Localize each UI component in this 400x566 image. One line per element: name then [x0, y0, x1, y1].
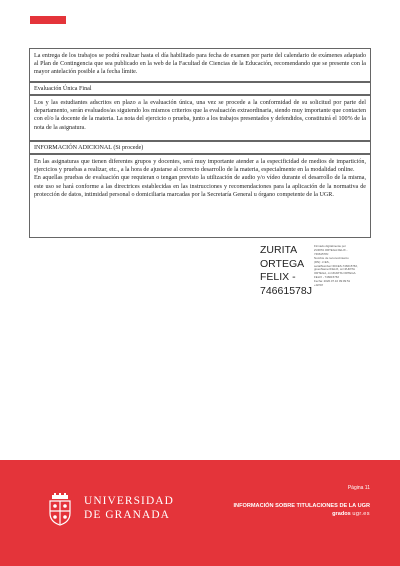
stamp-line: (DN): c=ES, — [314, 260, 330, 264]
stamp-line: Firmado digitalmente por — [314, 245, 346, 248]
stamp-line: serialNumber=IDCES-74661578J, — [314, 264, 358, 268]
additional-info-box — [29, 154, 371, 238]
signer-name — [260, 244, 312, 298]
university-name-line-2: DE GRANADA — [84, 509, 170, 521]
delivery-paragraph-box — [29, 48, 371, 82]
delivery-paragraph: La entrega de los trabajos se podrá realizar hasta el día habilitado para fecha de examen por parte del calendario de exámenes adaptado al Plan de Contingencia que sea publicado en la web de la Facultad de Ciencias de la Educación, recomendando que se presente con la mayor antelación posible a la fecha límite. — [34, 53, 366, 76]
single-evaluation-text: Los y las estudiantes adscritos en plazo a la evaluación única, una vez se procede a la conformidad de su solicitud por parte del departamento, serán evaluados/as siguiendo los mismos criterios que la evaluación extraordinaria, siendo muy importante que contacten con el/o la docente de la materia. La nota del ejercicio o prueba, junto a los trabajos presentados y defendidos, constituirá el 100% de la nota de la asignatura. — [34, 100, 366, 131]
digital-signature — [260, 244, 372, 300]
page-number: Página 11 — [347, 485, 370, 491]
stamp-line: ORTEGA, cn=ZURITA ORTEGA — [314, 272, 356, 276]
stamp-line: 74661578J — [314, 252, 329, 256]
grados-text: grados — [332, 511, 351, 517]
signature-stamp — [314, 245, 372, 288]
signer-name-line: ORTEGA — [260, 257, 305, 270]
stamp-line: givenName=FELIX, sn=ZURITA — [314, 268, 355, 272]
single-evaluation-box — [29, 95, 371, 141]
university-name-line-1: UNIVERSIDAD — [84, 495, 174, 507]
stamp-line: ZURITA ORTEGA FELIX - — [314, 248, 348, 252]
top-accent-bar — [30, 16, 66, 24]
single-evaluation-header — [29, 82, 371, 95]
additional-info-header — [29, 141, 371, 154]
stamp-line: FELIX - 74661578J — [314, 276, 339, 280]
university-name — [84, 494, 174, 522]
additional-info-text — [30, 155, 370, 201]
signer-name-line: 74661578J — [260, 284, 312, 297]
additional-info-paragraph-1: En las asignaturas que tienen diferentes grupos y docentes, será muy importante atender a la especificidad de medios de impartición, ejercicios y pruebas a realizar, etc., a la hora de ajustarse al correcto desarrollo de la materia, especialmente en la modalidad online. — [34, 159, 366, 174]
stamp-line: Fecha: 2020.07.10 09:09:51 — [314, 280, 351, 284]
stamp-line: +02'00' — [314, 284, 324, 288]
single-evaluation-title: Evaluación Única Final — [34, 86, 92, 92]
degrees-info-link[interactable] — [233, 502, 370, 518]
signer-name-line: ZURITA — [260, 244, 298, 256]
ugr-domain-text: ugr.es — [352, 511, 370, 517]
stamp-line: Nombre de reconocimiento — [314, 256, 349, 260]
degrees-info-title: INFORMACIÓN SOBRE TITULACIONES DE LA UGR — [233, 503, 370, 509]
additional-info-title: INFORMACIÓN ADICIONAL (Si procede) — [34, 145, 144, 151]
signer-name-line: FELIX - — [260, 271, 296, 284]
page-footer — [0, 460, 400, 566]
university-crest-icon — [46, 493, 74, 527]
degrees-site — [233, 510, 370, 518]
additional-info-paragraph-2: En aquellas pruebas de evaluación que requieran o tengan previsto la utilización de audio y/o vídeo durante el desarrollo de la misma, este uso se hará conforme a las directrices establecidas en las instrucciones y recomendaciones para la aplicación de la normativa de protección de datos, intimidad personal o domiciliaria marcadas por la Secretaría General u órgano competente de la UGR. — [34, 175, 366, 198]
